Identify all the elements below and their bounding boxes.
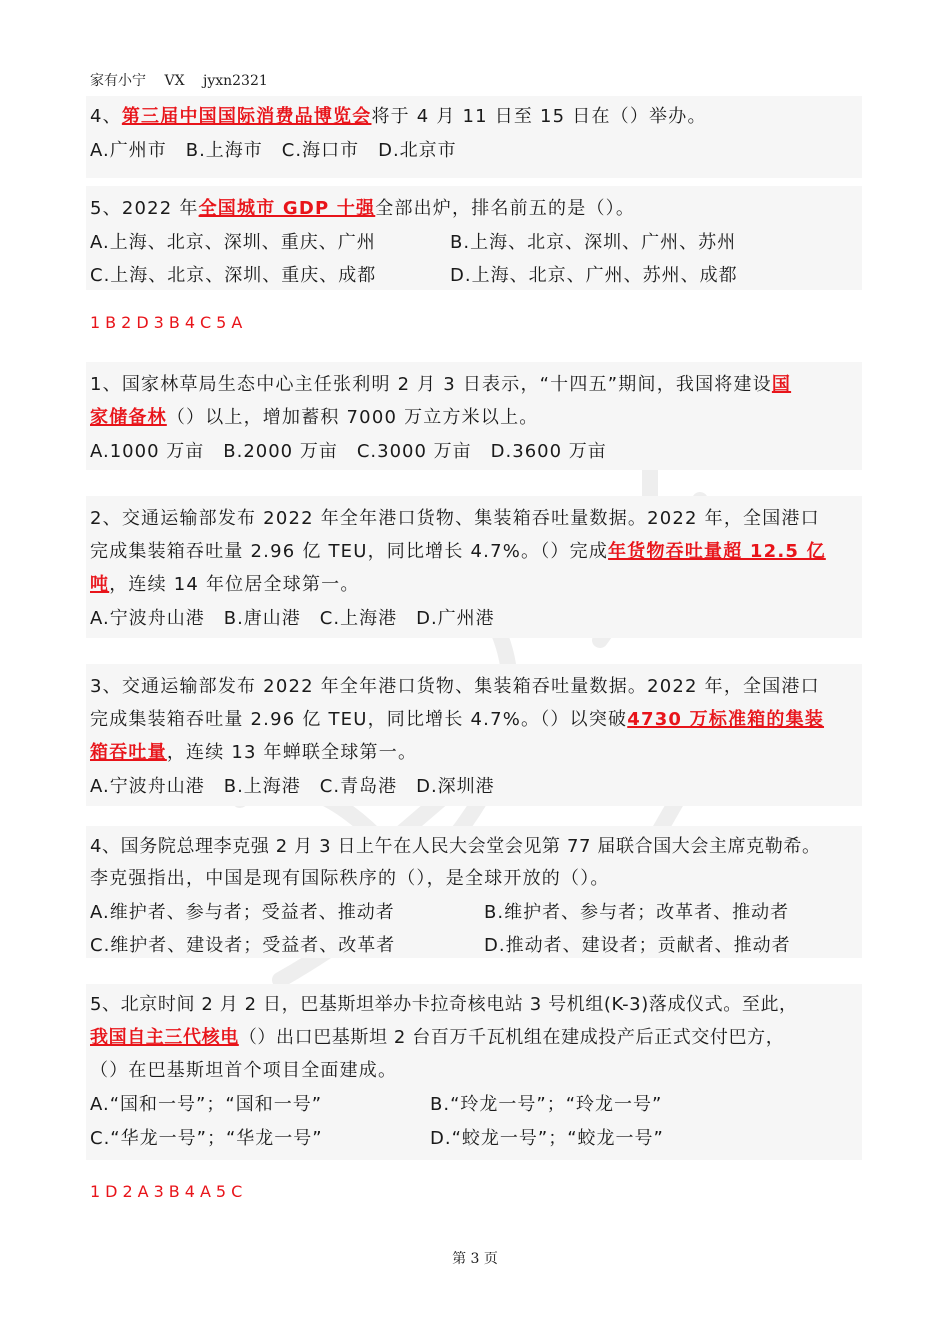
page-number: 第 3 页 [452,1251,498,1267]
p2-q5-line1: 5、北京时间 2 月 2 日，巴基斯坦举办卡拉奇核电站 3 号机组(K-3)落成仪式。至此， [90,994,798,1015]
p2-q2-options: A.宁波舟山港 B.唐山港 C.上海港 D.广州港 [90,608,495,629]
page-header [90,70,282,90]
header-vx-id: jyxn2321 [202,73,268,89]
p2-q2-line3: 吨，连续 14 年位居全球第一。 [90,574,360,595]
p2-q4-option-d: D.推动者、建设者；贡献者、推动者 [484,935,791,956]
p2-answer-key: 1D2A3B4A5C [90,1182,248,1201]
p2-q3-highlight: 4730 万标准箱的集装 [627,709,825,730]
p1-q5-option-d: D.上海、北京、广州、苏州、成都 [450,265,738,286]
p2-q4-line1: 4、国务院总理李克强 2 月 3 日上午在人民大会堂会见第 77 届联合国大会主席克勒希。 [90,836,821,857]
p2-q1-options: A.1000 万亩 B.2000 万亩 C.3000 万亩 D.3600 万亩 [90,441,607,462]
p1-q5-stem: 5、2022 年全国城市 GDP 十强全部出炉，排名前五的是（）。 [90,198,636,219]
p2-q1-line2: 家储备林（）以上，增加蓄积 7000 万立方米以上。 [90,407,539,428]
p1-q5-highlight: 全国城市 GDP 十强 [198,198,376,219]
p2-q4-option-a: A.维护者、参与者；受益者、推动者 [90,902,395,923]
p1-q5-option-b: B.上海、北京、深圳、广州、苏州 [450,232,737,253]
p1-q4-stem: 4、第三届中国国际消费品博览会将于 4 月 11 日至 15 日在（）举办。 [90,106,707,127]
p2-q3-line3: 箱吞吐量，连续 13 年蝉联全球第一。 [90,742,418,763]
p2-q1-highlight: 家储备林 [90,407,167,428]
p2-q5-line2: 我国自主三代核电（）出口巴基斯坦 2 台百万千瓦机组在建成投产后正式交付巴方， [90,1027,785,1048]
p2-q5-highlight: 我国自主三代核电 [90,1027,239,1048]
p1-q5-option-c: C.上海、北京、深圳、重庆、成都 [90,265,377,286]
header-brand: 家有小宁 [90,73,146,89]
p2-q2-line1: 2、交通运输部发布 2022 年全年港口货物、集装箱吞吐量数据。2022 年，全国港口 [90,508,820,529]
p2-q4-option-b: B.维护者、参与者；改革者、推动者 [484,902,790,923]
p1-q5-option-a: A.上海、北京、深圳、重庆、广州 [90,232,376,253]
p1-answer-key: 1B2D3B4C5A [90,313,248,332]
p2-q5-option-b: B.“玲龙一号”；“玲龙一号” [430,1094,663,1115]
p2-q4-line2: 李克强指出，中国是现有国际秩序的（），是全球开放的（）。 [90,868,610,889]
p2-q5-option-d: D.“蛟龙一号”；“蛟龙一号” [430,1128,664,1149]
p2-q3-line1: 3、交通运输部发布 2022 年全年港口货物、集装箱吞吐量数据。2022 年，全国港口 [90,676,820,697]
p2-q2-line2: 完成集装箱吞吐量 2.96 亿 TEU，同比增长 4.7%。（）完成年货物吞吐量超 12.5 亿 [90,541,826,562]
p2-q1-line1: 1、国家林草局生态中心主任张利明 2 月 3 日表示，“十四五”期间，我国将建设国 [90,374,792,395]
header-vx-label: VX [164,73,185,89]
p1-q4-highlight: 第三届中国国际消费品博览会 [121,106,372,127]
p2-q4-option-c: C.维护者、建设者；受益者、改革者 [90,935,396,956]
p2-q3-line2: 完成集装箱吞吐量 2.96 亿 TEU，同比增长 4.7%。（）以突破4730 万标准箱的集装 [90,709,825,730]
p2-q5-line3: （）在巴基斯坦首个项目全面建成。 [90,1060,398,1081]
p2-q3-options: A.宁波舟山港 B.上海港 C.青岛港 D.深圳港 [90,776,495,797]
p1-q4-options: A.广州市 B.上海市 C.海口市 D.北京市 [90,140,457,161]
p2-q5-option-c: C.“华龙一号”；“华龙一号” [90,1128,323,1149]
p2-q5-option-a: A.“国和一号”；“国和一号” [90,1094,323,1115]
p2-q2-highlight: 年货物吞吐量超 12.5 亿 [608,541,826,562]
